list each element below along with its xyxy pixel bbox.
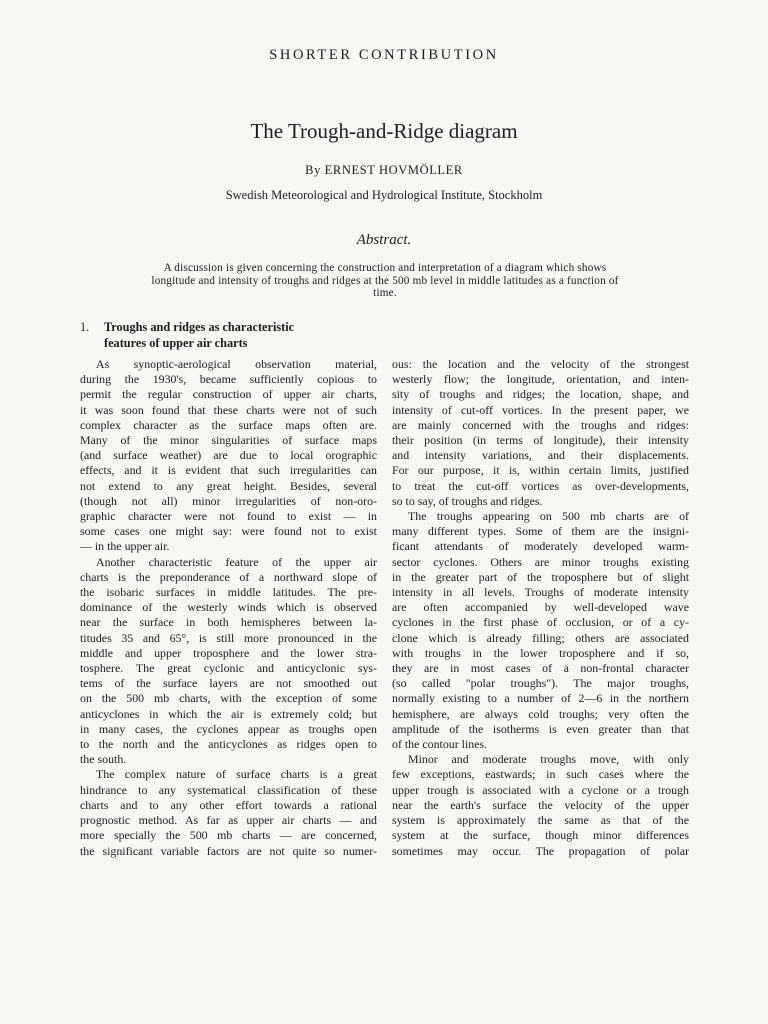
text-line: more specially the 500 mb charts — are concerned,	[80, 828, 377, 843]
text-line: not extend to any great height. Besides, several	[80, 478, 377, 493]
paragraph	[80, 357, 377, 555]
text-line: system is approximately the same as that of the	[392, 813, 689, 828]
text-line: normally existing to a number of 2—6 in the northern	[392, 691, 689, 706]
text-line: charts and to any other effort towards a rational	[80, 797, 377, 812]
text-line: hindrance to any systematical classification of these	[80, 782, 377, 797]
text-line: dominance of the westerly winds which is observed	[80, 600, 377, 615]
text-line: titudes 35 and 65°, is still more pronounced in the	[80, 630, 377, 645]
text-line: westerly flow; the longitude, orientation, and inten-	[392, 372, 689, 387]
text-line: Many of the minor singularities of surface maps	[80, 433, 377, 448]
section-number: 1.	[80, 320, 90, 334]
text-line: The complex nature of surface charts is a great	[96, 767, 377, 782]
section-title-line1: Troughs and ridges as characteristic	[104, 320, 295, 334]
text-line: sector cyclones. Others are minor troughs existing	[392, 554, 689, 569]
text-line: complex character as the surface maps often are.	[80, 417, 377, 432]
text-line: in the greater part of the troposphere but of slight	[392, 569, 689, 584]
left-column	[80, 357, 377, 859]
text-line: upper trough is associated with a cyclone or a trough	[392, 782, 689, 797]
text-line: tosphere. The great cyclonic and anticyclonic sys-	[80, 661, 377, 676]
section-title-line2: features of upper air charts	[104, 335, 248, 350]
text-line: of the contour lines.	[392, 737, 488, 752]
text-line: it was soon found that these charts were not of such	[80, 402, 377, 417]
text-line: sometimes may occur. The propagation of polar	[392, 843, 689, 858]
text-line: Minor and moderate troughs move, with only	[408, 752, 689, 767]
text-line: and intensity variations, and their displacements.	[392, 448, 689, 463]
author-affiliation: Swedish Meteorological and Hydrological Institute, Stockholm	[225, 188, 543, 202]
text-line: some cases one might say: were found not to exist	[80, 524, 377, 539]
section-heading	[80, 320, 380, 351]
text-line: As synoptic-aerological observation material,	[96, 357, 377, 371]
text-line: cyclones in the first phase of occlusion, or of a cy-	[392, 615, 689, 630]
text-line: charts is the preponderance of a northward slope of	[80, 569, 377, 584]
text-line: near the surface in both hemispheres between la-	[80, 615, 377, 630]
text-line: hemisphere, are always cold troughs; very often the	[392, 706, 689, 721]
text-line: effects, and it is evident that such irregularities can	[80, 463, 377, 478]
text-line: few exceptions, eastwards; in such cases where the	[392, 767, 689, 782]
article-title: The Trough-and-Ridge diagram	[250, 119, 518, 143]
text-line: during the 1930's, became sufficiently copious to	[80, 372, 377, 387]
text-line: ous: the location and the velocity of the strongest	[392, 357, 689, 371]
text-line: clone which is already filling; others are associated	[392, 630, 689, 645]
text-line: their position (in terms of longitude), their intensity	[392, 433, 689, 448]
text-line: to the north and the anticyclones as ridges open to	[80, 737, 377, 752]
paragraph	[80, 767, 377, 858]
text-line: anticyclones in which the air is extremely cold; but	[80, 706, 377, 721]
section-label: SHORTER CONTRIBUTION	[269, 47, 499, 63]
text-line: For our purpose, it is, within certain limits, justified	[392, 463, 689, 478]
paragraph	[80, 555, 377, 768]
text-line: to treat the cut-off vortices as over-developments,	[392, 478, 689, 493]
author-byline: By ERNEST HOVMÖLLER	[305, 163, 463, 177]
text-line: system at the surface, though minor differences	[392, 828, 689, 843]
text-line: are often accompanied by well-developed wave	[392, 600, 689, 615]
text-line: middle and upper troposphere and the lower stra-	[80, 645, 377, 660]
paragraph	[392, 509, 689, 752]
text-line: with troughs in the lower troposphere and if so,	[392, 645, 689, 660]
text-line: ficant attendants of moderately developed warm-	[392, 539, 689, 554]
text-line: Another characteristic feature of the upper air	[96, 554, 377, 569]
text-line: (though not all) minor irregularities of non-oro-	[80, 493, 377, 508]
abstract-text: A discussion is given concerning the construction and interpretation of a diagram which shows longitude and intensity of troughs and ridges at the 500 mb level in middle latitudes as a function of time.	[151, 262, 619, 299]
abstract-heading: Abstract.	[356, 232, 412, 248]
text-line: in many cases, the cyclones appear as troughs open	[80, 721, 377, 736]
paragraph	[392, 357, 689, 509]
text-line: intensity of cut-off vortices. In the present paper, we	[392, 402, 689, 417]
text-line: the significant variable factors are not quite so numer-	[80, 843, 377, 858]
text-line: tems of the surface layers are not smoothed out	[80, 676, 377, 691]
text-line: on the 500 mb charts, with the exception of some	[80, 691, 377, 706]
text-line: the south.	[80, 752, 127, 767]
paragraph	[392, 752, 689, 858]
text-line: amplitude of the isotherms is even greater than that	[392, 721, 689, 736]
text-line: the isobaric surfaces in middle latitudes. The pre-	[80, 585, 377, 600]
text-line: so to say, of troughs and ridges.	[392, 493, 543, 508]
text-line: The troughs appearing on 500 mb charts are of	[408, 509, 689, 524]
text-line: intensity in all levels. Troughs of moderate intensity	[392, 585, 689, 600]
text-line: are mainly concerned with the troughs and ridges:	[392, 417, 689, 432]
text-line: many different types. Some of them are the insigni-	[392, 524, 689, 539]
text-line: prognostic method. As far as upper air charts — and	[80, 813, 377, 828]
right-column	[392, 357, 689, 859]
text-line: permit the regular construction of upper air charts,	[80, 387, 377, 402]
text-line: — in the upper air.	[80, 539, 170, 554]
text-line: they are in most cases of a non-frontal character	[392, 661, 689, 676]
text-line: graphic character were not found to exist — in	[80, 509, 377, 524]
text-line: (and surface weather) are due to local orographic	[80, 448, 377, 463]
text-line: sity of troughs and ridges; the location, shape, and	[392, 387, 689, 402]
text-line: (so called "polar troughs"). The major troughs,	[392, 676, 689, 691]
text-line: near the earth's surface the velocity of the upper	[392, 797, 689, 812]
